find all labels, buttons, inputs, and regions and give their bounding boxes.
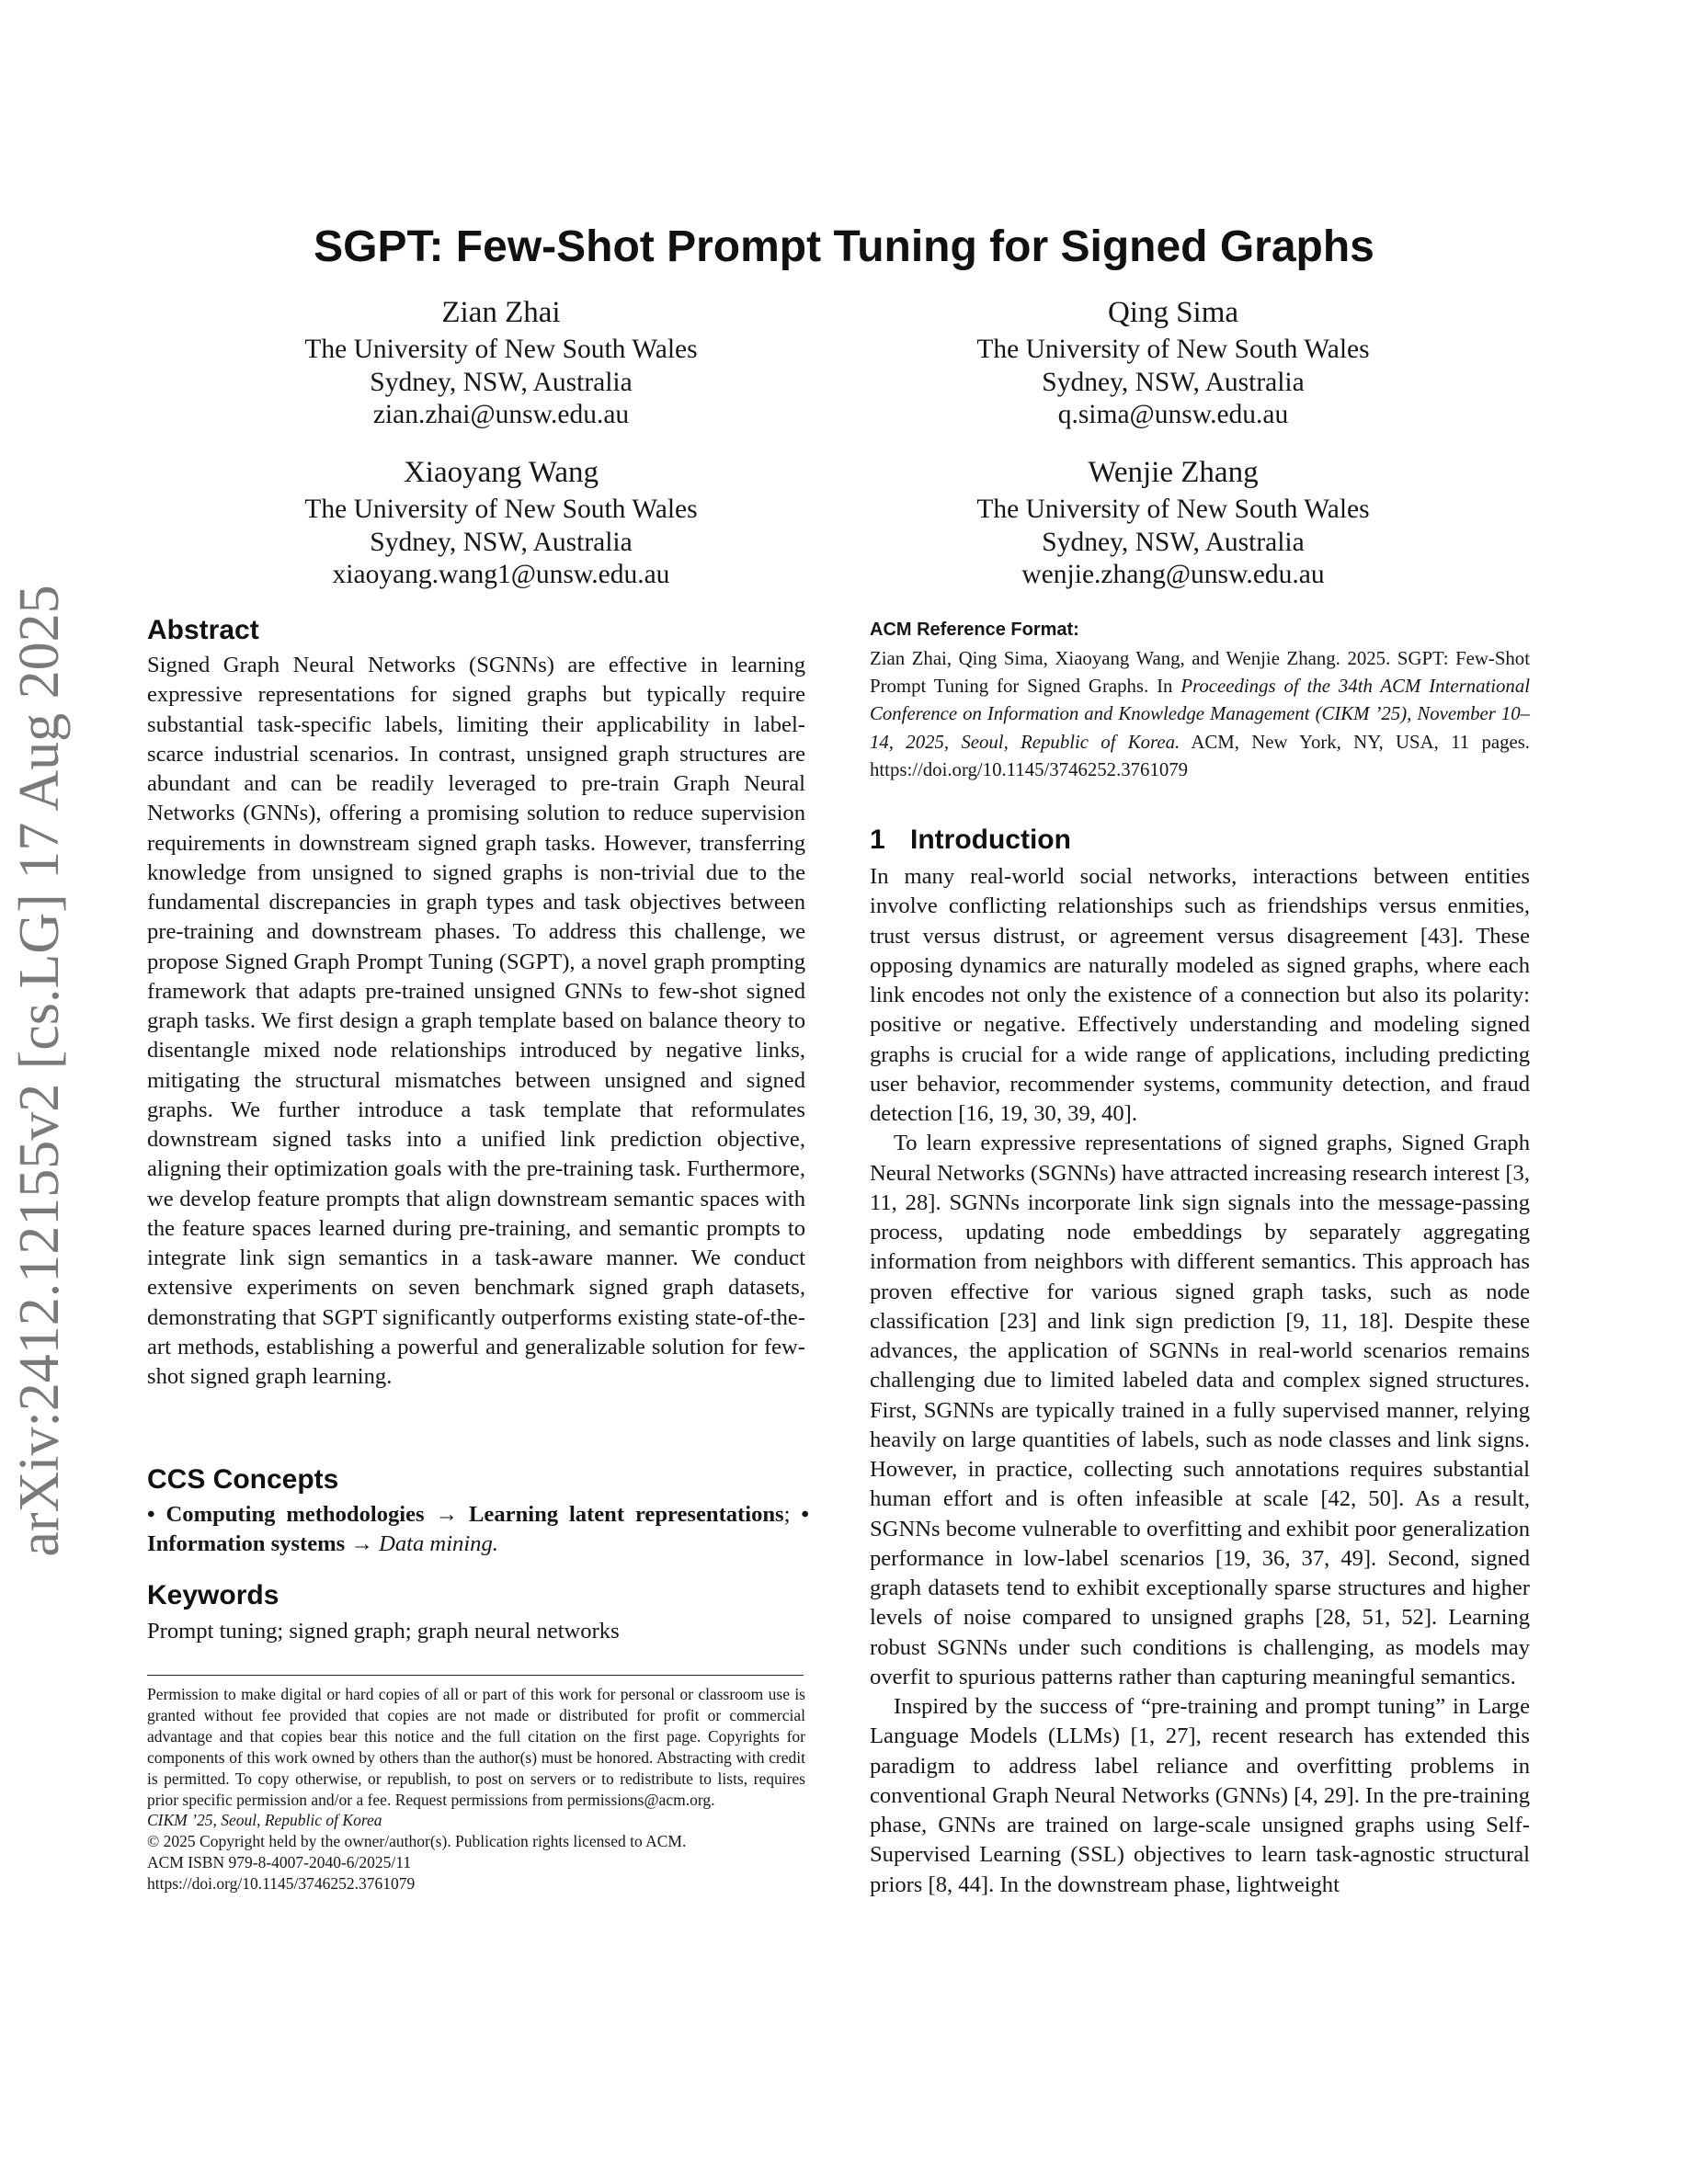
- author-name: Xiaoyang Wang: [403, 456, 599, 489]
- keywords-heading: Keywords: [147, 1580, 279, 1610]
- author-location: Sydney, NSW, Australia: [370, 367, 633, 397]
- acm-reference-part: Zian Zhai, Qing Sima, Xiaoyang Wang, and Wenjie Zhang. 2025. SGPT: Few-Shot Prompt Tuning for Signed Graphs. In: [870, 648, 1530, 698]
- introduction-text: [870, 862, 1530, 1900]
- author-block: [861, 294, 1486, 432]
- author-affiliation: The University of New South Wales: [304, 495, 698, 524]
- ccs-bullet: •: [801, 1502, 809, 1527]
- ccs-concept: Information systems: [147, 1531, 346, 1557]
- author-location: Sydney, NSW, Australia: [1042, 367, 1305, 397]
- author-name: Wenjie Zhang: [1088, 456, 1259, 489]
- author-email: q.sima@unsw.edu.au: [1057, 400, 1289, 429]
- keywords-text: Prompt tuning; signed graph; graph neural networks: [147, 1619, 620, 1644]
- isbn-line: ACM ISBN 979-8-4007-2040-6/2025/11: [147, 1853, 412, 1872]
- abstract-text: [147, 651, 805, 1392]
- author-email: xiaoyang.wang1@unsw.edu.au: [332, 560, 670, 589]
- author-affiliation: The University of New South Wales: [304, 335, 698, 364]
- author-block: [861, 454, 1486, 592]
- ccs-concept: Learning latent representations: [469, 1502, 784, 1527]
- doi-line: https://doi.org/10.1145/3746252.3761079: [147, 1874, 416, 1894]
- permission-text: Permission to make digital or hard copies of all or part of this work for personal or classroom use is granted without fee provided that copies are not made or distributed for profit or commercial advantage and that copies bear this notice and the full citation on the first page. Copyrights for components of this work owned by others than the author(s) must be honored. Abstracting with credit is permitted. To copy otherwise, or republish, to post on servers or to redistribute to lists, requires prior specific permission and/or a fee. Request permissions from permissions@acm.org.: [147, 1685, 805, 1809]
- author-affiliation: The University of New South Wales: [976, 495, 1370, 524]
- ccs-concept: Computing methodologies: [165, 1502, 425, 1527]
- acm-reference-heading: ACM Reference Format:: [870, 620, 1079, 640]
- paper-title: SGPT: Few-Shot Prompt Tuning for Signed Graphs: [314, 222, 1374, 271]
- arrow-icon: →: [435, 1502, 459, 1527]
- venue-line: CIKM ’25, Seoul, Republic of Korea: [147, 1811, 382, 1830]
- author-location: Sydney, NSW, Australia: [1042, 527, 1305, 557]
- author-block: [188, 294, 814, 432]
- ccs-concept: Data mining: [379, 1531, 493, 1557]
- section-heading: [870, 824, 1071, 857]
- footnote-rule: [147, 1675, 804, 1676]
- author-email: wenjie.zhang@unsw.edu.au: [1021, 560, 1325, 589]
- author-location: Sydney, NSW, Australia: [370, 527, 633, 557]
- author-affiliation: The University of New South Wales: [976, 335, 1370, 364]
- author-name: Qing Sima: [1107, 296, 1239, 329]
- arxiv-stamp: arXiv:2412.12155v2 [cs.LG] 17 Aug 2025: [8, 585, 71, 1557]
- acm-reference-text: [870, 645, 1530, 784]
- author-name: Zian Zhai: [441, 296, 561, 329]
- acm-reference-part: ACM, New York, NY, USA, 11 pages. https://doi.org/10.1145/3746252.3761079: [870, 731, 1531, 780]
- paragraph: To learn expressive representations of signed graphs, Signed Graph Neural Networks (SGNNs) have attracted increasing research interest [3, 11, 28]. SGNNs incorporate link sign signals into the message-passing process, updating node embeddings by separately aggregating information from neighbors with different semantics. This approach has proven effective for various signed graph tasks, such as node classification [23] and link sign prediction [9, 11, 18]. Despite these advances, the application of SGNNs in real-world scenarios remains challenging due to limited labeled data and complex signed structures. First, SGNNs are typically trained in a fully supervised manner, relying heavily on large quantities of labels, such as node classes and link signs. However, in practice, collecting such annotations requires substantial human effort and is often infeasible at scale [42, 50]. As a result, SGNNs become vulnerable to overfitting and exhibit poor generalization performance in low-label scenarios [19, 36, 37, 49]. Second, signed graph datasets tend to exhibit exceptionally sparse structures and higher levels of noise compared to unsigned graphs [28, 51, 52]. Learning robust SGNNs under such conditions is challenging, as models may overfit to spurious patterns rather than capturing meaningful semantics.: [870, 1131, 1530, 1689]
- paragraph: Inspired by the success of “pre-training and prompt tuning” in Large Language Models (LLMs) [1, 27], recent research has extended this paradigm to address label reliance and overfitting problems in conventional Graph Neural Networks (GNNs) [4, 29]. In the pre-training phase, GNNs are trained on large-scale unsigned graphs using Self-Supervised Learning (SSL) objectives to learn task-agnostic structural priors [8, 44]. In the downstream phase, lightweight: [870, 1694, 1530, 1897]
- section-number: 1: [870, 825, 885, 855]
- paragraph: In many real-world social networks, interactions between entities involve conflicting relationships such as friendships versus enmities, trust versus distrust, or agreement versus disagreement [43]. These opposing dynamics are naturally modeled as signed graphs, where each link encodes not only the existence of a connection but also its polarity: positive or negative. Effectively understanding and modeling signed graphs is crucial for a wide range of applications, including predicting user behavior, recommender systems, community detection, and fraud detection [16, 19, 30, 39, 40].: [870, 864, 1530, 1126]
- author-block: [188, 454, 814, 592]
- abstract-heading: Abstract: [147, 615, 259, 645]
- section-title: Introduction: [910, 825, 1071, 855]
- ccs-separator: ;: [783, 1502, 791, 1527]
- copyright-line: © 2025 Copyright held by the owner/author(s). Publication rights licensed to ACM.: [147, 1832, 687, 1851]
- ccs-bullet: •: [147, 1502, 155, 1527]
- ccs-end: .: [492, 1531, 498, 1557]
- abstract-paragraph: Signed Graph Neural Networks (SGNNs) are effective in learning expressive representations for signed graphs but typically require substantial task-specific labels, limiting their applicability in label-scarce industrial scenarios. In contrast, unsigned graph structures are abundant and can be readily leveraged to pre-train Graph Neural Networks (GNNs), offering a promising solution to reduce supervision requirements in downstream signed graph tasks. However, transferring knowledge from unsigned to signed graphs is non-trivial due to the fundamental discrepancies in graph types and task objectives between pre-training and downstream phases. To address this challenge, we propose Signed Graph Prompt Tuning (SGPT), a novel graph prompting framework that adapts pre-trained unsigned GNNs to few-shot signed graph tasks. We first design a graph template based on balance theory to disentangle mixed node relationships introduced by negative links, mitigating the structural mismatches between unsigned and signed graphs. We further introduce a task template that reformulates downstream signed tasks into a unified link prediction objective, aligning their optimization goals with the pre-training task. Furthermore, we develop feature prompts that align downstream semantic spaces with the feature spaces learned during pre-training, and semantic prompts to integrate link sign semantics in a task-aware manner. We conduct extensive experiments on seven benchmark signed graph datasets, demonstrating that SGPT significantly outperforms existing state-of-the-art methods, establishing a powerful and generalizable solution for few-shot signed graph learning.: [147, 653, 805, 1389]
- ccs-concepts: [147, 1500, 809, 1560]
- arrow-icon: →: [350, 1531, 373, 1557]
- ccs-heading: CCS Concepts: [147, 1464, 339, 1495]
- permission-block: [147, 1684, 805, 1894]
- author-email: zian.zhai@unsw.edu.au: [372, 400, 630, 429]
- acm-reference-proceedings: Proceedings of the 34th ACM International Conference on Information and Knowledge Management (CIKM ’25), November 10–14, 2025, Seoul, Republic of Korea.: [870, 676, 1531, 753]
